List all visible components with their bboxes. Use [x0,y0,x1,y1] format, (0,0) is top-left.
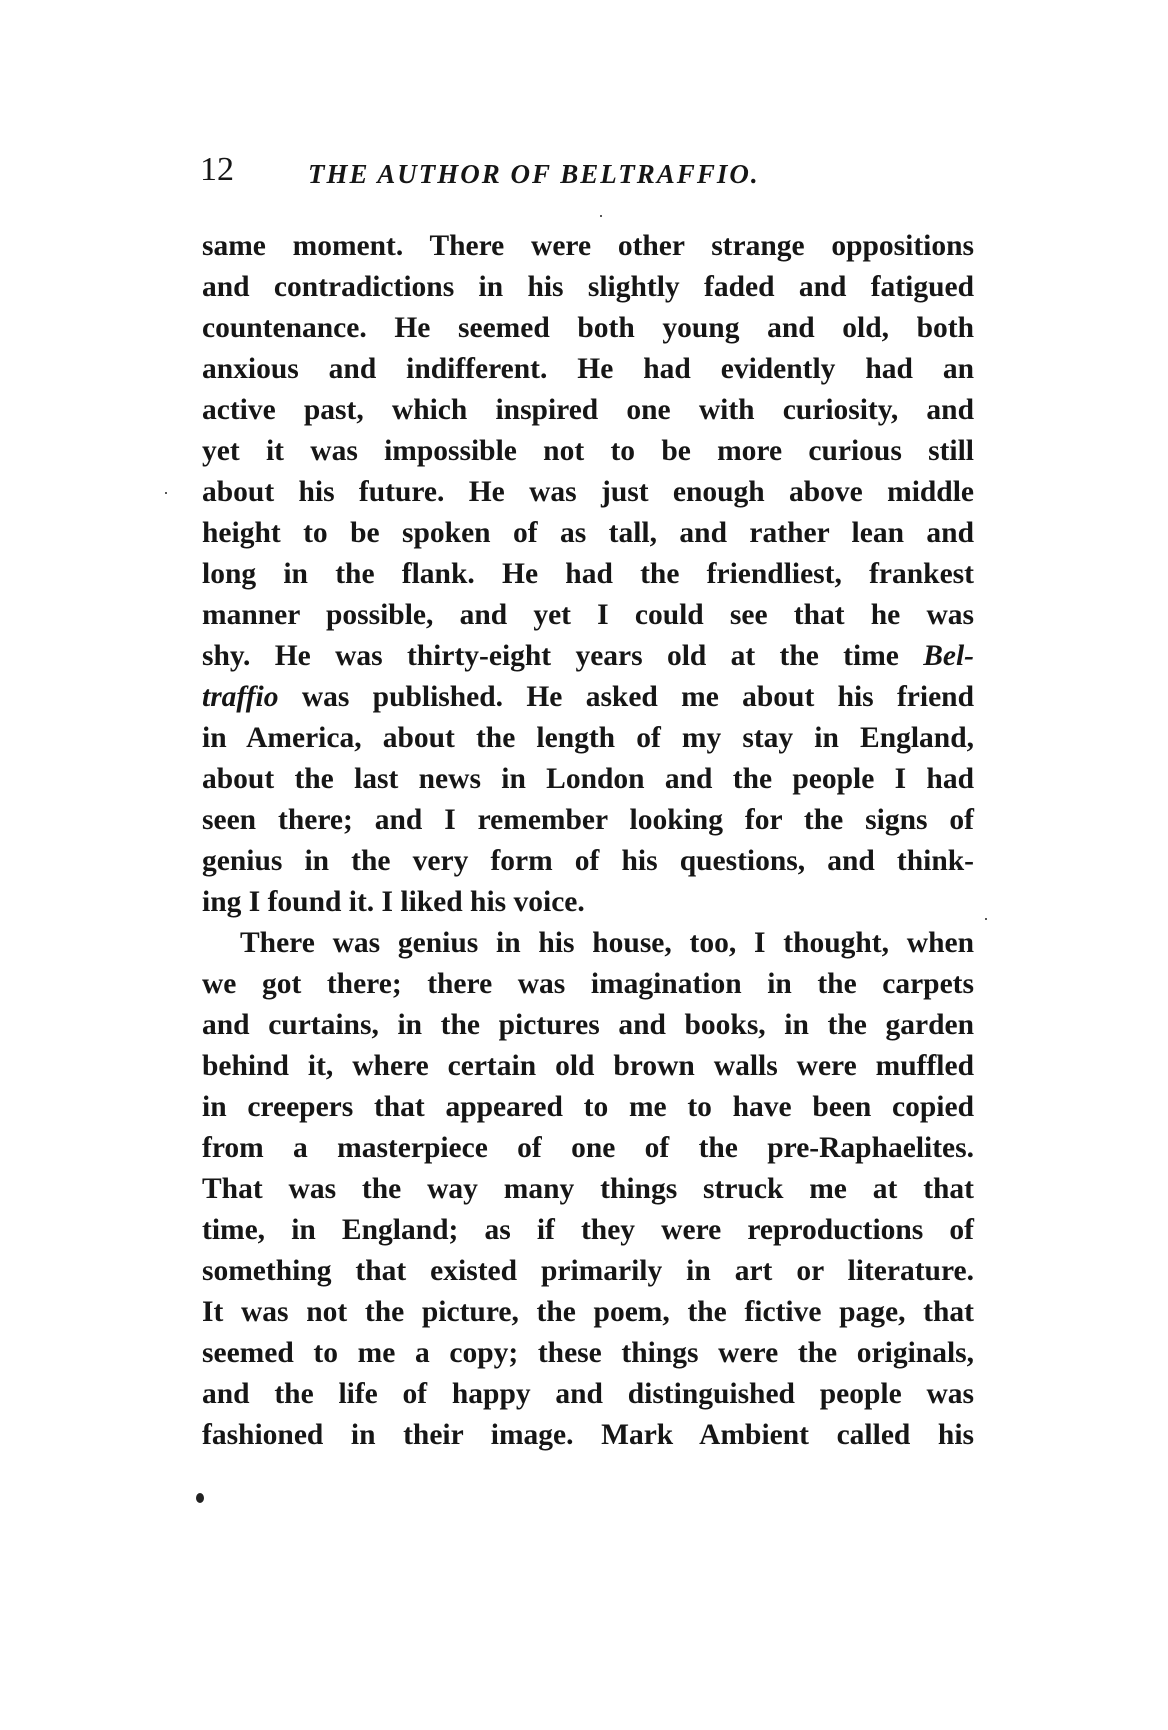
text-line: time, in England; as if they were reproductions of [202,1214,974,1246]
ink-speck [985,918,987,920]
paragraph-1 [202,226,974,923]
text-line: about his future. He was just enough above middle [202,476,974,508]
text-line: and curtains, in the pictures and books, in the garden [202,1009,974,1041]
text-line: fashioned in their image. Mark Ambient called his [202,1419,974,1451]
text-line: There was genius in his house, too, I thought, when [240,927,974,959]
ink-speck [165,492,167,494]
text-line-with-italic [202,677,974,718]
page-number: 12 [200,151,234,188]
text-segment: was published. He asked me about his friend [301,681,974,713]
text-line: active past, which inspired one with curiosity, and [202,394,974,426]
ink-speck [600,215,602,217]
text-line: behind it, where certain old brown walls were muffled [202,1050,974,1082]
page-header [200,150,980,210]
body-text [202,226,974,1456]
text-line: seen there; and I remember looking for the signs of [202,804,974,836]
text-line: yet it was impossible not to be more curious still [202,435,974,467]
text-line: long in the flank. He had the friendliest, frankest [202,558,974,590]
text-line: height to be spoken of as tall, and rather lean and [202,517,974,549]
text-line: same moment. There were other strange oppositions [202,230,974,262]
italic-title-fragment: traffio [202,681,279,713]
text-line: and the life of happy and distinguished people was [202,1378,974,1410]
text-line: manner possible, and yet I could see that he was [202,599,974,631]
text-segment: shy. He was thirty-eight years old at the time [202,640,899,672]
text-line: That was the way many things struck me at that [202,1173,974,1205]
text-line: countenance. He seemed both young and old, both [202,312,974,344]
text-line: It was not the picture, the poem, the fictive page, that [202,1296,974,1328]
italic-title-fragment: Bel- [923,640,974,672]
text-line: from a masterpiece of one of the pre-Raphaelites. [202,1132,974,1164]
ink-speck [196,1493,204,1503]
text-line-with-italic [202,636,974,677]
text-line: anxious and indifferent. He had evidently had an [202,353,974,385]
text-line: seemed to me a copy; these things were the originals, [202,1337,974,1369]
text-line: and contradictions in his slightly faded and fatigued [202,271,974,303]
text-line: we got there; there was imagination in the carpets [202,968,974,1000]
running-title: THE AUTHOR OF BELTRAFFIO. [308,159,760,189]
paragraph-2 [202,923,974,1456]
text-line: in creepers that appeared to me to have been copied [202,1091,974,1123]
text-line: about the last news in London and the people I had [202,763,974,795]
text-line: genius in the very form of his questions, and think- [202,845,974,877]
text-line: something that existed primarily in art or literature. [202,1255,974,1287]
text-line: in America, about the length of my stay in England, [202,722,974,754]
text-line: ing I found it. I liked his voice. [202,886,585,918]
